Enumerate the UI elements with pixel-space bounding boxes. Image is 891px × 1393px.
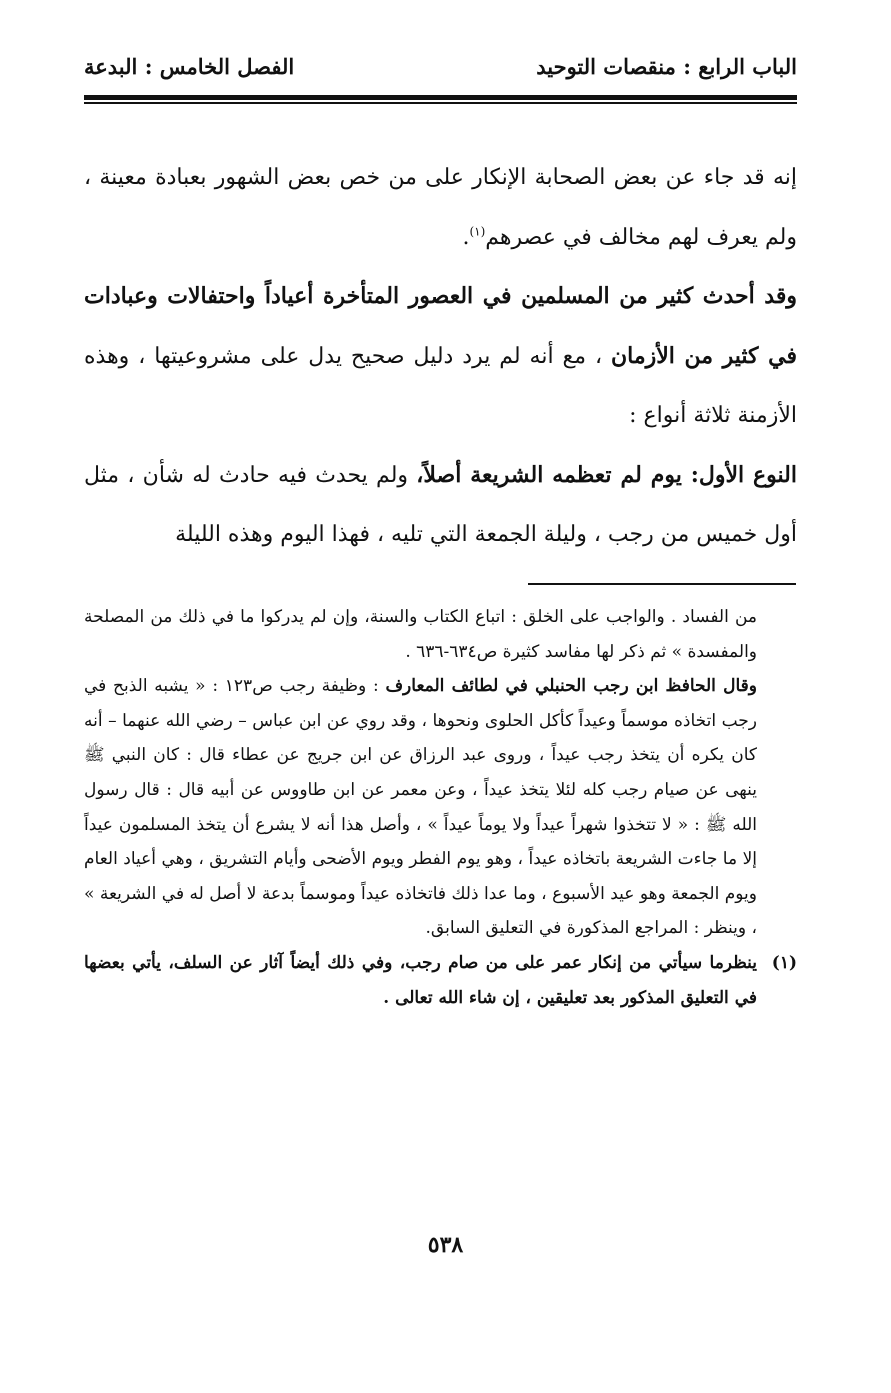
footnote-1-number: (١) bbox=[771, 952, 797, 973]
paragraph-1 bbox=[84, 148, 797, 267]
header-rule-thin bbox=[84, 102, 797, 104]
running-header bbox=[84, 54, 797, 90]
paragraph-2-text: ، مع أنه لم يرد دليل صحيح يدل على مشروعيتها ، وهذه الأزمنة ثلاثة أنواع : bbox=[84, 343, 797, 428]
paragraph-1-end: . bbox=[462, 224, 470, 250]
paragraph-3-bold: النوع الأول: يوم لم تعظمه الشريعة أصلاً، bbox=[416, 461, 797, 488]
header-section-title: الفصل الخامس : البدعة bbox=[84, 54, 295, 79]
main-text bbox=[84, 148, 797, 565]
paragraph-2 bbox=[84, 267, 797, 446]
paragraph-1-text: إنه قد جاء عن بعض الصحابة الإنكار على من خص بعض الشهور بعبادة معينة ، ولم يعرف لهم مخالف في عصرهم bbox=[84, 165, 797, 250]
footnote-1-text: ينظرما سيأتي من إنكار عمر على من صام رجب، وفي ذلك أيضاً آثار عن السلف، يأتي بعضها في التعليق المذكور بعد تعليقين ، إن شاء الله تعالى . bbox=[84, 952, 757, 1008]
footnote-1 bbox=[84, 946, 797, 1015]
footnotes bbox=[84, 600, 797, 1015]
footnote-ref-1: (١) bbox=[469, 224, 486, 239]
footnote-continuation-2 bbox=[84, 669, 797, 946]
footnote-continuation-2-text: : وظيفة رجب ص١٢٣ : « يشبه الذبح في رجب اتخاذه موسماً وعيداً كأكل الحلوى ونحوها ، وقد روي عن ابن عباس – رضي الله عنهما – أنه كان يكره أن يتخذ رجب عيداً ، وروى عبد الرزاق عن ابن جريج عن عطاء قال : كان النبي ﷺ ينهى عن صيام رجب كله لئلا يتخذ عيداً ، وعن معمر عن ابن طاووس عن أبيه قال : قال رسول الله ﷺ : « لا تتخذوا شهراً عيداً ولا يوماً عيداً » ، وأصل هذا أنه لا يشرع أن يتخذ المسلمون عيداً إلا ما جاءت الشريعة باتخاذه عيداً ، وهو يوم الفطر ويوم الأضحى وأيام التشريق ، وهي أعياد العام ويوم الجمعة وهو عيد الأسبوع ، وما عدا ذلك فاتخاذه عيداً وموسماً بدعة لا أصل له في الشريعة » ، وينظر : المراجع المذكورة في التعليق السابق. bbox=[84, 676, 757, 939]
paragraph-3 bbox=[84, 446, 797, 565]
header-rule-thick bbox=[84, 95, 797, 100]
footnote-continuation-2-bold: وقال الحافظ ابن رجب الحنبلي في لطائف المعارف bbox=[385, 676, 757, 697]
page-number: ٥٣٨ bbox=[427, 1232, 464, 1258]
header-chapter-title: الباب الرابع : منقصات التوحيد bbox=[536, 54, 797, 79]
footnote-continuation-1: من الفساد . والواجب على الخلق : اتباع الكتاب والسنة، وإن لم يدركوا ما في ذلك من المصلحة والمفسدة » ثم ذكر لها مفاسد كثيرة ص٦٣٤-٦٣٦ . bbox=[84, 607, 757, 662]
paragraph-3-text: ولم يحدث فيه حادث له شأن ، مثل أول خميس من رجب ، وليلة الجمعة التي تليه ، فهذا اليوم وهذه الليلة bbox=[84, 462, 797, 547]
paragraph-2-bold: وقد أحدث كثير من المسلمين في العصور المتأخرة أعياداً واحتفالات وعبادات في كثير من الأزمان bbox=[84, 283, 797, 369]
footnote-separator bbox=[528, 583, 796, 585]
